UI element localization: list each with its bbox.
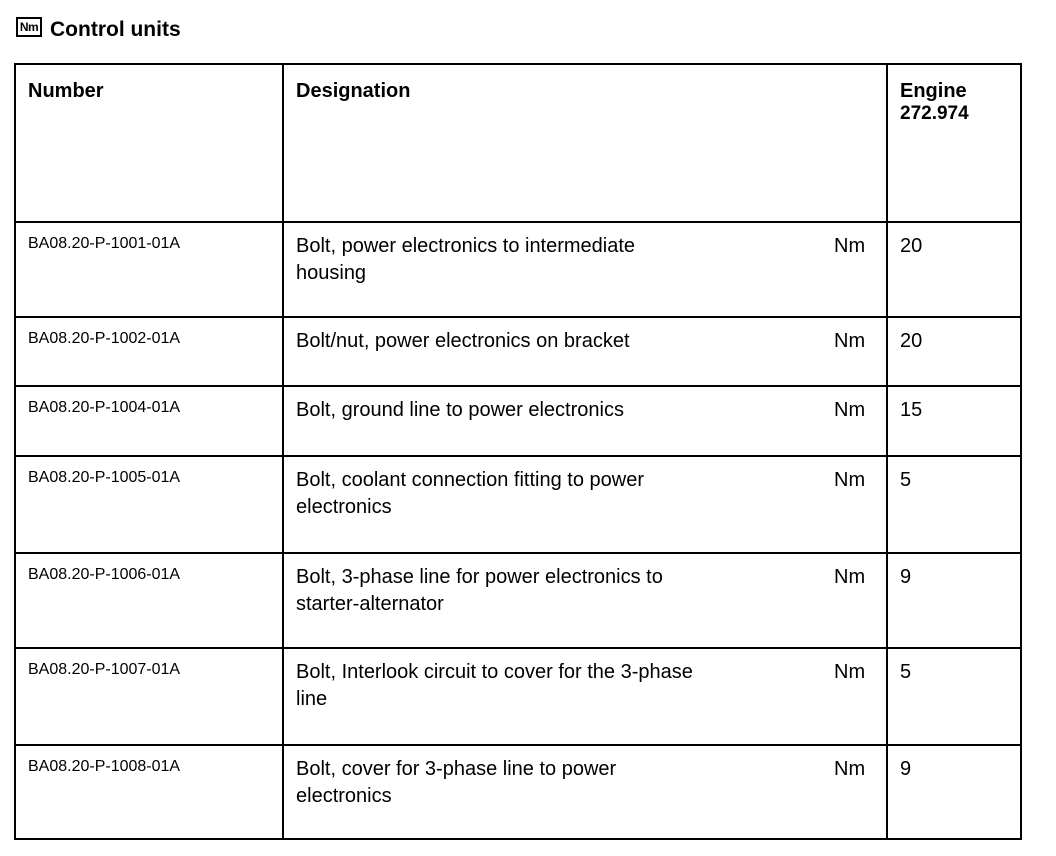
row-value: 20: [887, 317, 1021, 386]
row-designation: [283, 222, 887, 317]
row-designation: [283, 456, 887, 553]
torque-table: [14, 63, 1022, 840]
table-row: [15, 745, 1021, 839]
row-value: 9: [887, 553, 1021, 648]
row-value: 20: [887, 222, 1021, 317]
header-designation: Designation: [283, 64, 887, 222]
table-row: [15, 456, 1021, 553]
row-value: 9: [887, 745, 1021, 839]
row-designation: [283, 317, 887, 386]
table-row: [15, 222, 1021, 317]
row-number: BA08.20-P-1008-01A: [15, 745, 283, 839]
row-designation-text: Bolt, power electronics to intermediate housing: [296, 235, 636, 284]
header-number: Number: [15, 64, 283, 222]
nm-torque-icon: Nm: [16, 17, 42, 37]
row-designation-text: Bolt, ground line to power electronics: [296, 399, 624, 421]
header-engine: [887, 64, 1021, 222]
row-unit: Nm: [834, 469, 866, 491]
row-number: BA08.20-P-1004-01A: [15, 386, 283, 456]
table-row: [15, 648, 1021, 745]
row-designation-text: Bolt, 3-phase line for power electronics to starter-alternator: [296, 566, 663, 615]
row-designation-text: Bolt, coolant connection fitting to power electronics: [296, 469, 644, 518]
table-header-row: [15, 64, 1021, 222]
row-designation: [283, 386, 887, 456]
row-number: BA08.20-P-1002-01A: [15, 317, 283, 386]
row-value: 5: [887, 648, 1021, 745]
row-unit: Nm: [834, 399, 866, 421]
row-value: 5: [887, 456, 1021, 553]
header-engine-code: 272.974: [900, 103, 969, 124]
section-header: [16, 15, 181, 45]
row-unit: Nm: [834, 566, 866, 588]
row-unit: Nm: [834, 330, 866, 352]
row-number: BA08.20-P-1007-01A: [15, 648, 283, 745]
row-designation-text: Bolt, cover for 3-phase line to power electronics: [296, 758, 617, 807]
table-row: [15, 317, 1021, 386]
row-designation-text: Bolt/nut, power electronics on bracket: [296, 330, 630, 352]
row-number: BA08.20-P-1006-01A: [15, 553, 283, 648]
header-engine-label: Engine: [900, 80, 967, 102]
row-number: BA08.20-P-1001-01A: [15, 222, 283, 317]
section-title: Control units: [50, 18, 181, 41]
table-row: [15, 553, 1021, 648]
row-unit: Nm: [834, 758, 866, 780]
row-designation: [283, 553, 887, 648]
row-number: BA08.20-P-1005-01A: [15, 456, 283, 553]
row-designation: [283, 648, 887, 745]
table-row: [15, 386, 1021, 456]
row-unit: Nm: [834, 661, 866, 683]
row-value: 15: [887, 386, 1021, 456]
row-designation-text: Bolt, Interlook circuit to cover for the 3-phase line: [296, 661, 693, 710]
row-designation: [283, 745, 887, 839]
row-unit: Nm: [834, 235, 866, 257]
